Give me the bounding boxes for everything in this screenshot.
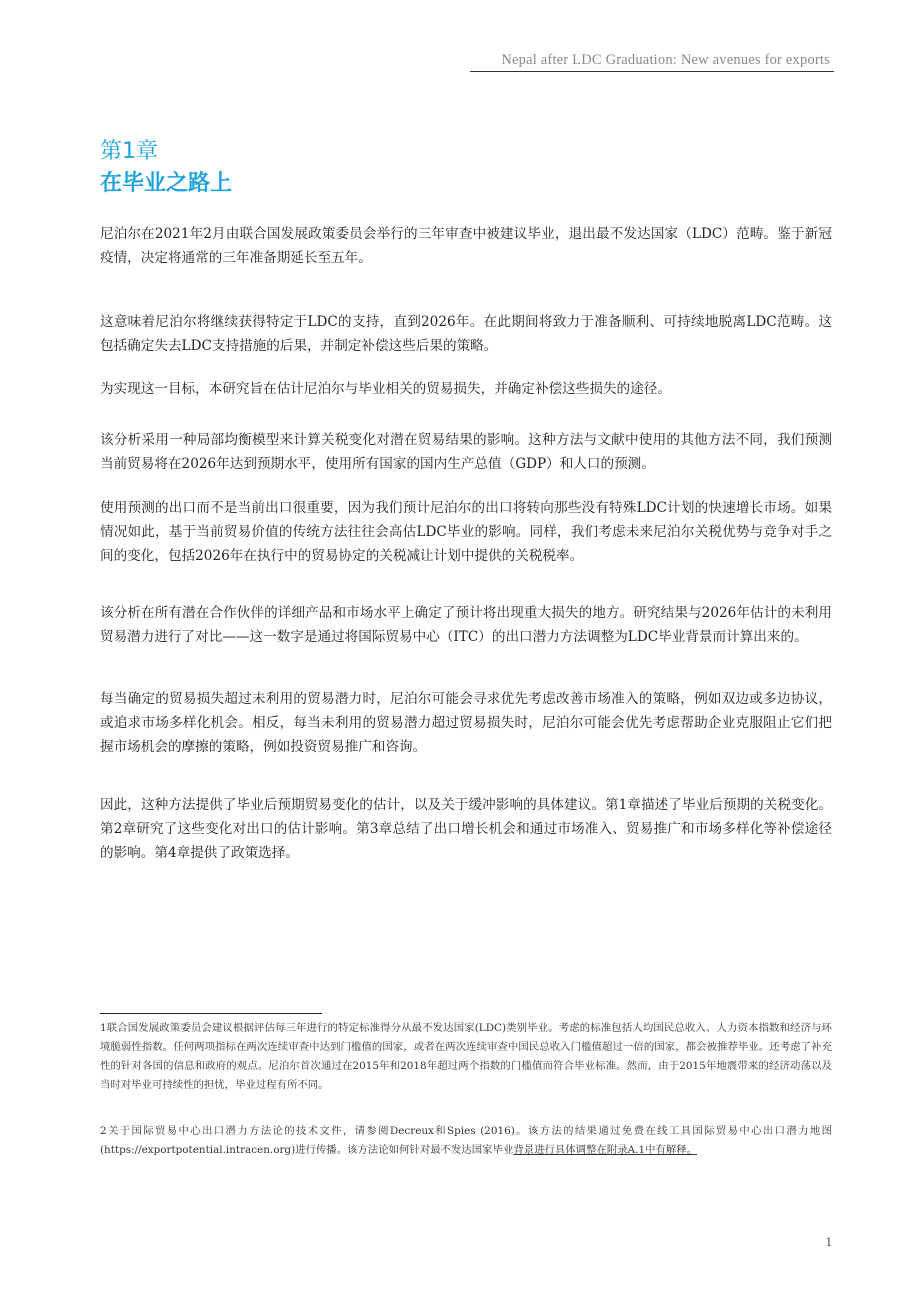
body-paragraph: 使用预测的出口而不是当前出口很重要，因为我们预计尼泊尔的出口将转向那些没有特殊LDC计划的快速增长市场。如果情况如此，基于当前贸易价值的传统方法往往会高估LDC毕业的影响。同样，我们考虑未来尼泊尔关税优势与竞争对手之间的变化，包括2026年在执行中的贸易协定的关税减让计划中提供的关税税率。 <box>100 500 832 564</box>
footnote-2-text: 2关于国际贸易中心出口潜力方法论的技术文件，请参阅Decreux和Spies (2016)。该方法的结果通过免费在线工具国际贸易中心出口潜力地图(https://exportpotential.intracen.org)进行传播。该方法论如何针对最不发达国家毕业 <box>100 1125 832 1156</box>
chapter-title: 在毕业之路上 <box>100 171 233 196</box>
body-paragraph: 这意味着尼泊尔将继续获得特定于LDC的支持，直到2026年。在此期间将致力于准备顺利、可持续地脱离LDC范畴。这包括确定失去LDC支持措施的后果，并制定补偿这些后果的策略。 <box>100 314 832 354</box>
footnote-1: 1联合国发展政策委员会建议根据评估每三年进行的特定标准得分从最不发达国家(LDC)类别毕业。考虑的标准包括人均国民总收入、人力资本指数和经济与环境脆弱性指数。任何两项指标在两次连续审查中达到门槛值的国家，或者在两次连续审查中国民总收入门槛值超过一倍的国家，都会被推荐毕业。还考虑了补充性的针对各国的信息和政府的观点。尼泊尔首次通过在2015年和2018年超过两个指数的门槛值而符合毕业标准。然而，由于2015年地震带来的经济动荡以及当时对毕业可持续性的担忧，毕业过程有所不同。 <box>100 1022 832 1091</box>
body-paragraph: 该分析在所有潜在合作伙伴的详细产品和市场水平上确定了预计将出现重大损失的地方。研究结果与2026年估计的未利用贸易潜力进行了对比——这一数字是通过将国际贸易中心（ITC）的出口潜力方法调整为LDC毕业背景而计算出来的。 <box>100 605 832 645</box>
body-paragraph: 为实现这一目标，本研究旨在估计尼泊尔与毕业相关的贸易损失，并确定补偿这些损失的途径。 <box>100 381 671 397</box>
body-paragraph: 尼泊尔在2021年2月由联合国发展政策委员会举行的三年审查中被建议毕业，退出最不发达国家（LDC）范畴。鉴于新冠疫情，决定将通常的三年准备期延长至五年。 <box>100 226 832 266</box>
chapter-label: 第1章 <box>100 139 158 164</box>
running-header: Nepal after LDC Graduation: New avenues for exports <box>501 52 830 68</box>
footnote-divider <box>100 1013 322 1014</box>
header-divider <box>470 71 834 72</box>
body-paragraph: 该分析采用一种局部均衡模型来计算关税变化对潜在贸易结果的影响。这种方法与文献中使用的其他方法不同，我们预测当前贸易将在2026年达到预期水平，使用所有国家的国内生产总值（GDP）和人口的预测。 <box>100 432 832 472</box>
footnote-2 <box>100 1122 832 1160</box>
body-paragraph: 因此，这种方法提供了毕业后预期贸易变化的估计，以及关于缓冲影响的具体建议。第1章描述了毕业后预期的关税变化。第2章研究了这些变化对出口的估计影响。第3章总结了出口增长机会和通过市场准入、贸易推广和市场多样化等补偿途径的影响。第4章提供了政策选择。 <box>100 797 832 861</box>
page-number: 1 <box>825 1234 832 1249</box>
body-paragraph: 每当确定的贸易损失超过未利用的贸易潜力时，尼泊尔可能会寻求优先考虑改善市场准入的策略，例如双边或多边协议，或追求市场多样化机会。相反，每当未利用的贸易潜力超过贸易损失时，尼泊尔可能会优先考虑帮助企业克服阻止它们把握市场机会的摩擦的策略，例如投资贸易推广和咨询。 <box>100 691 832 755</box>
appendix-link[interactable]: 背景进行具体调整在附录A.1中有解释。 <box>513 1144 698 1156</box>
